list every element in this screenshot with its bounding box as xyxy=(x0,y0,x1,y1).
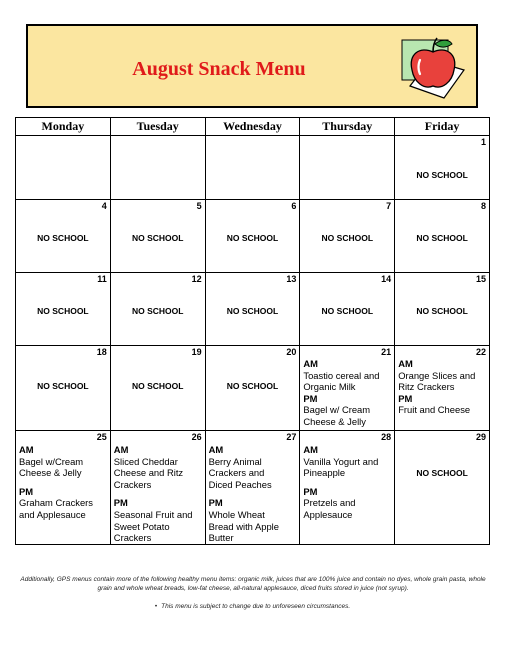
pm-item: Sweet Potato xyxy=(113,520,170,532)
day-cell xyxy=(300,273,395,346)
day-header-thursday: Thursday xyxy=(300,118,395,136)
pm-item: and Applesauce xyxy=(19,508,86,520)
day-number: 8 xyxy=(480,201,486,211)
pm-item: Butter xyxy=(208,532,234,544)
day-cell xyxy=(16,273,111,346)
day-cell xyxy=(110,136,205,200)
no-school-label: NO SCHOOL xyxy=(416,468,468,478)
day-cell xyxy=(395,200,490,273)
pm-label: PM xyxy=(113,497,128,509)
am-label: AM xyxy=(303,444,318,455)
no-school-label: NO SCHOOL xyxy=(37,381,89,391)
day-header-friday: Friday xyxy=(395,118,490,136)
title-banner xyxy=(26,24,478,108)
day-number: 20 xyxy=(286,347,297,357)
pm-item: Fruit and Cheese xyxy=(398,404,471,416)
snack-menu xyxy=(303,444,392,521)
apple-icon xyxy=(400,34,466,100)
am-item: Organic Milk xyxy=(303,381,356,393)
day-number: 12 xyxy=(191,274,202,284)
am-item: Cheese and Ritz xyxy=(113,467,184,479)
no-school-label: NO SCHOOL xyxy=(226,306,279,316)
day-number: 18 xyxy=(96,347,107,357)
pm-item: Applesauce xyxy=(303,508,353,520)
week-row xyxy=(16,200,490,273)
day-cell xyxy=(16,200,111,273)
day-number: 26 xyxy=(191,432,202,442)
week-row xyxy=(16,136,490,200)
pm-item: Bread with Apple xyxy=(208,520,279,532)
day-cell xyxy=(110,346,205,431)
am-label: AM xyxy=(303,358,318,369)
week-row xyxy=(16,431,490,545)
am-item: Ritz Crackers xyxy=(398,381,455,393)
day-number: 28 xyxy=(381,432,392,442)
day-header-monday: Monday xyxy=(16,118,111,136)
pm-item: Whole Wheat xyxy=(208,508,265,520)
am-label: AM xyxy=(19,444,34,455)
week-row xyxy=(16,273,490,346)
day-cell xyxy=(205,200,300,273)
day-cell xyxy=(395,431,490,545)
day-number: 11 xyxy=(97,274,107,284)
no-school-label: NO SCHOOL xyxy=(131,233,184,243)
day-number: 19 xyxy=(191,347,202,357)
day-cell xyxy=(205,136,300,200)
am-label: AM xyxy=(208,444,224,455)
pm-item: Seasonal Fruit and xyxy=(113,508,193,520)
day-cell xyxy=(395,346,490,431)
snack-menu xyxy=(19,444,108,521)
am-item: Crackers and xyxy=(208,467,265,479)
footer-disclaimer xyxy=(0,602,505,611)
day-number: 5 xyxy=(196,201,202,211)
page-title: August Snack Menu xyxy=(132,58,306,80)
am-item: Bagel w/Cream xyxy=(19,455,84,467)
day-number: 14 xyxy=(381,274,392,284)
day-cell xyxy=(300,200,395,273)
day-cell xyxy=(110,273,205,346)
day-cell xyxy=(300,346,395,431)
day-header-row xyxy=(16,118,490,136)
snack-menu xyxy=(303,358,392,428)
day-number: 21 xyxy=(381,347,392,357)
pm-item: Graham Crackers xyxy=(19,497,93,509)
day-number: 22 xyxy=(475,347,486,357)
day-cell xyxy=(16,136,111,200)
snack-menu xyxy=(114,444,203,544)
am-label: AM xyxy=(398,358,413,369)
day-cell xyxy=(16,346,111,431)
day-number: 25 xyxy=(96,432,107,442)
am-item: Vanilla Yogurt and xyxy=(303,455,379,467)
footer-disclaimer-text: This menu is subject to change due to unforeseen circumstances. xyxy=(161,603,351,610)
day-number: 7 xyxy=(386,201,392,211)
day-cell xyxy=(205,431,300,545)
no-school-label: NO SCHOOL xyxy=(416,170,468,180)
pm-label: PM xyxy=(19,485,34,497)
week-row xyxy=(16,346,490,431)
am-item: Crackers xyxy=(113,478,152,490)
pm-label: PM xyxy=(303,485,318,497)
day-cell xyxy=(205,346,300,431)
day-number: 29 xyxy=(475,432,486,442)
no-school-label: NO SCHOOL xyxy=(321,306,374,316)
snack-menu xyxy=(209,444,298,544)
no-school-label: NO SCHOOL xyxy=(37,306,89,316)
pm-label: PM xyxy=(398,392,413,404)
bullet-icon: • xyxy=(154,603,158,610)
day-cell xyxy=(110,200,205,273)
day-number: 15 xyxy=(475,274,486,284)
day-number: 13 xyxy=(286,274,297,284)
day-cell xyxy=(205,273,300,346)
pm-item: Pretzels and xyxy=(303,497,356,509)
pm-label: PM xyxy=(208,497,223,509)
pm-item: Crackers xyxy=(113,532,152,544)
no-school-label: NO SCHOOL xyxy=(131,306,184,316)
day-cell xyxy=(395,273,490,346)
no-school-label: NO SCHOOL xyxy=(226,381,279,391)
no-school-label: NO SCHOOL xyxy=(226,233,279,243)
pm-item: Cheese & Jelly xyxy=(303,415,366,427)
pm-item: Bagel w/ Cream xyxy=(303,404,371,416)
am-item: Sliced Cheddar xyxy=(113,455,178,467)
calendar-table xyxy=(15,117,490,545)
snack-menu xyxy=(398,358,487,416)
day-number: 1 xyxy=(480,137,486,147)
am-item: Toastio cereal and xyxy=(303,369,380,381)
pm-label: PM xyxy=(303,392,318,404)
no-school-label: NO SCHOOL xyxy=(416,233,468,243)
am-item: Diced Peaches xyxy=(208,478,272,490)
day-number: 27 xyxy=(286,432,297,442)
no-school-label: NO SCHOOL xyxy=(37,233,89,243)
no-school-label: NO SCHOOL xyxy=(416,306,468,316)
am-item: Berry Animal xyxy=(208,455,262,467)
no-school-label: NO SCHOOL xyxy=(131,381,184,391)
day-header-wednesday: Wednesday xyxy=(205,118,300,136)
am-item: Cheese & Jelly xyxy=(19,467,82,479)
day-cell xyxy=(300,136,395,200)
am-item: Orange Slices and xyxy=(398,369,476,381)
footer-note: Additionally, GPS menus contain more of the following healthy menu items: organic milk, juices that are 100% juice and contain no dyes, whole grain pasta, whole grain and whole wheat breads, low-fat cheese, all-natural applesauce, diced fruits stored in juice (not syrup). xyxy=(20,576,486,592)
day-number: 6 xyxy=(291,201,297,211)
day-cell xyxy=(395,136,490,200)
day-number: 4 xyxy=(101,201,107,211)
day-cell xyxy=(16,431,111,545)
day-cell xyxy=(110,431,205,545)
am-label: AM xyxy=(113,444,129,455)
day-header-tuesday: Tuesday xyxy=(110,118,205,136)
am-item: Pineapple xyxy=(303,467,346,479)
day-cell xyxy=(300,431,395,545)
no-school-label: NO SCHOOL xyxy=(321,233,374,243)
